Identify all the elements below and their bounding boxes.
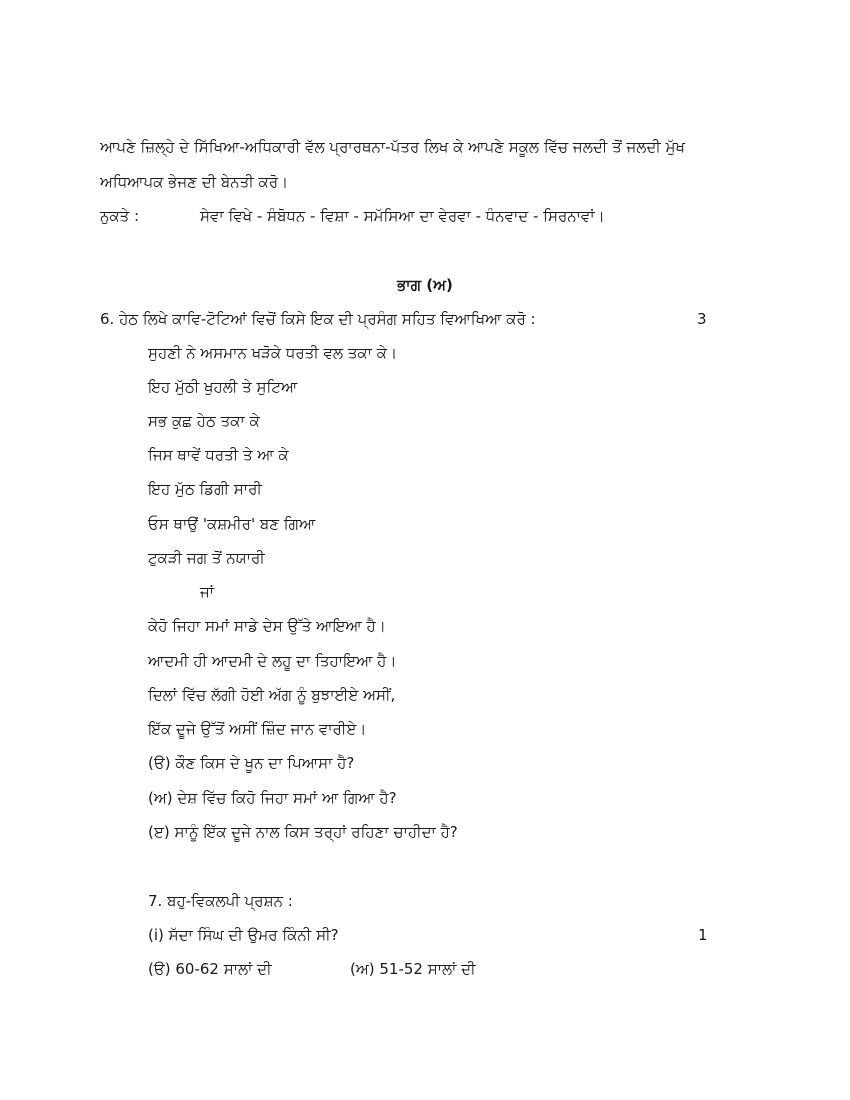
- poem-2-line: ਦਿਲਾਂ ਵਿੱਚ ਲੱਗੀ ਹੋਈ ਅੱਗ ਨੂੰ ਬੁਝਾਈਏ ਅਸੀਂ,: [148, 686, 396, 704]
- poem-1-line: ਸਭ ਕੁਛ ਹੇਠ ਤਕਾ ਕੇ: [148, 412, 260, 430]
- question-7-marks: 1: [698, 926, 708, 944]
- poem-1-line: ਇਹ ਮੁੱਠ ਡਿਗੀ ਸਾਰੀ: [148, 480, 262, 498]
- subquestion: (ੲ) ਸਾਨੂੰ ਇੱਕ ਦੂਜੇ ਨਾਲ ਕਿਸ ਤਰ੍ਹਾਂ ਰਹਿਣਾ ਚਾਹੀਦਾ ਹੈ?: [148, 823, 458, 841]
- question-7-sub-1: (i) ਸੱਦਾ ਸਿੰਘ ਦੀ ਉਮਰ ਕਿੰਨੀ ਸੀ?: [148, 926, 339, 944]
- option-a: (ੳ) 60-62 ਸਾਲਾਂ ਦੀ: [148, 960, 272, 978]
- poem-1-line: ਓਸ ਥਾਉਂ 'ਕਸ਼ਮੀਰ' ਬਣ ਗਿਆ: [148, 515, 316, 533]
- poem-2-line: ਇੱਕ ਦੂਜੇ ਉੱਤੋਂ ਅਸੀਂ ਜ਼ਿੰਦ ਜਾਨ ਵਾਰੀਏ।: [148, 720, 367, 738]
- question-6-text: 6. ਹੇਠ ਲਿਖੇ ਕਾਵਿ-ਟੋਟਿਆਂ ਵਿਚੋਂ ਕਿਸੇ ਇਕ ਦੀ ਪ੍ਰਸੰਗ ਸਹਿਤ ਵਿਆਖਿਆ ਕਰੋ :: [100, 310, 536, 328]
- question-7-text: 7. ਬਹੁ-ਵਿਕਲਪੀ ਪ੍ਰਸ਼ਨ :: [148, 892, 293, 910]
- option-b: (ਅ) 51-52 ਸਾਲਾਂ ਦੀ: [350, 960, 476, 978]
- letter-question-line-2: ਅਧਿਆਪਕ ਭੇਜਣ ਦੀ ਬੇਨਤੀ ਕਰੋ।: [100, 173, 289, 191]
- subquestion: (ੳ) ਕੌਣ ਕਿਸ ਦੇ ਖੂਨ ਦਾ ਪਿਆਸਾ ਹੈ?: [148, 754, 355, 772]
- subquestion: (ਅ) ਦੇਸ਼ ਵਿੱਚ ਕਿਹੋ ਜਿਹਾ ਸਮਾਂ ਆ ਗਿਆ ਹੈ?: [148, 789, 397, 807]
- poem-2-line: ਕੇਹੋ ਜਿਹਾ ਸਮਾਂ ਸਾਡੇ ਦੇਸ ਉੱਤੇ ਆਇਆ ਹੈ।: [148, 617, 386, 635]
- poem-1-line: ਜਿਸ ਥਾਵੇਂ ਧਰਤੀ ਤੇ ਆ ਕੇ: [148, 446, 289, 464]
- poem-1-line: ਇਹ ਮੁੱਠੀ ਖੁਹਲੀ ਤੇ ਸੁਟਿਆ: [148, 378, 298, 396]
- poem-1-line: ਸੁਹਣੀ ਨੇ ਅਸਮਾਨ ਖੜੋਕੇ ਧਰਤੀ ਵਲ ਤਕਾ ਕੇ।: [148, 344, 398, 362]
- poem-2-line: ਆਦਮੀ ਹੀ ਆਦਮੀ ਦੇ ਲਹੂ ਦਾ ਤਿਹਾਇਆ ਹੈ।: [148, 652, 397, 670]
- points-text: ਸੇਵਾ ਵਿਖੇ - ਸੰਬੋਧਨ - ਵਿਸ਼ਾ - ਸਮੱਸਿਆ ਦਾ ਵੇਰਵਾ - ਧੰਨਵਾਦ - ਸਿਰਨਾਵਾਂ।: [200, 207, 605, 225]
- question-6-marks: 3: [697, 310, 707, 328]
- letter-question-line-1: ਆਪਣੇ ਜ਼ਿਲ੍ਹੇ ਦੇ ਸਿੱਖਿਆ-ਅਧਿਕਾਰੀ ਵੱਲ ਪ੍ਰਾਰਥਨਾ-ਪੱਤਰ ਲਿਖ ਕੇ ਆਪਣੇ ਸਕੂਲ ਵਿੱਚ ਜਲਦੀ ਤੋਂ ਜਲਦੀ ਮੁੱਖ: [100, 138, 685, 156]
- poem-1-line: ਟੁਕੜੀ ਜਗ ਤੋਂ ਨਯਾਰੀ: [148, 549, 265, 567]
- or-label: ਜਾਂ: [200, 583, 215, 601]
- section-title: ਭਾਗ (ਅ): [397, 276, 453, 294]
- points-label: ਨੁਕਤੇ :: [100, 207, 140, 225]
